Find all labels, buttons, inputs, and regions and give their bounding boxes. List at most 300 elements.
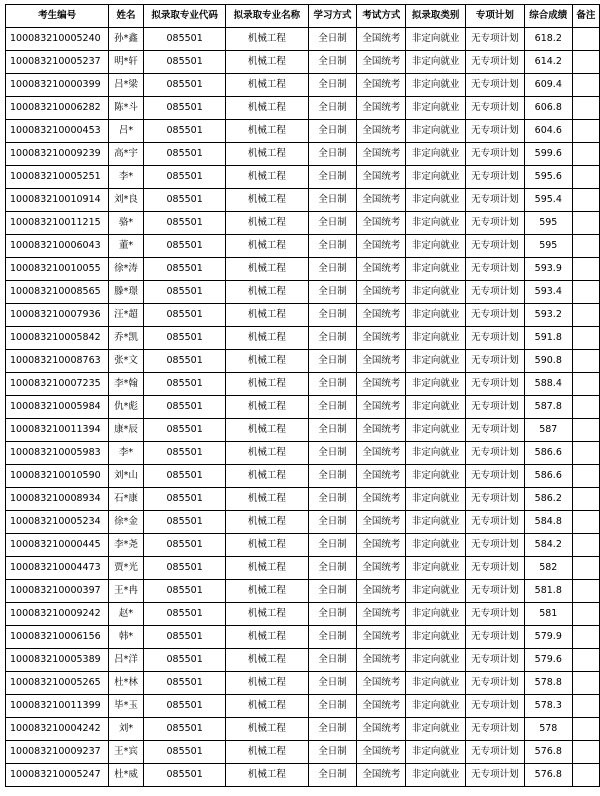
cell-major-name: 机械工程 — [226, 396, 308, 419]
cell-exam-mode: 全国统考 — [357, 51, 406, 74]
cell-major-name: 机械工程 — [226, 97, 308, 120]
cell-total-score: 584.8 — [524, 511, 572, 534]
cell-total-score: 579.9 — [524, 626, 572, 649]
cell-special-plan: 无专项计划 — [465, 350, 524, 373]
cell-name: 康*辰 — [109, 419, 144, 442]
cell-major-name: 机械工程 — [226, 741, 308, 764]
cell-major-code: 085501 — [143, 51, 225, 74]
cell-total-score: 595.6 — [524, 166, 572, 189]
cell-major-code: 085501 — [143, 327, 225, 350]
cell-remarks — [572, 511, 599, 534]
cell-special-plan: 无专项计划 — [465, 534, 524, 557]
cell-exam-id: 100083210000399 — [6, 74, 109, 97]
cell-major-code: 085501 — [143, 373, 225, 396]
cell-remarks — [572, 51, 599, 74]
cell-exam-mode: 全国统考 — [357, 304, 406, 327]
cell-name: 李* — [109, 166, 144, 189]
cell-total-score: 618.2 — [524, 28, 572, 51]
cell-major-code: 085501 — [143, 350, 225, 373]
cell-major-code: 085501 — [143, 97, 225, 120]
cell-total-score: 586.6 — [524, 465, 572, 488]
cell-major-code: 085501 — [143, 120, 225, 143]
cell-special-plan: 无专项计划 — [465, 465, 524, 488]
table-row — [6, 396, 600, 419]
admission-table — [5, 4, 600, 787]
table-row — [6, 580, 600, 603]
cell-exam-mode: 全国统考 — [357, 672, 406, 695]
cell-total-score: 604.6 — [524, 120, 572, 143]
cell-exam-mode: 全国统考 — [357, 511, 406, 534]
cell-study-mode: 全日制 — [308, 97, 357, 120]
cell-name: 董* — [109, 235, 144, 258]
cell-major-code: 085501 — [143, 212, 225, 235]
cell-total-score: 591.8 — [524, 327, 572, 350]
cell-remarks — [572, 166, 599, 189]
cell-exam-id: 100083210010914 — [6, 189, 109, 212]
cell-admission-category: 非定向就业 — [406, 350, 466, 373]
cell-total-score: 593.9 — [524, 258, 572, 281]
cell-major-code: 085501 — [143, 764, 225, 787]
cell-study-mode: 全日制 — [308, 166, 357, 189]
cell-admission-category: 非定向就业 — [406, 97, 466, 120]
header-major-code: 拟录取专业代码 — [143, 5, 225, 28]
cell-special-plan: 无专项计划 — [465, 143, 524, 166]
cell-special-plan: 无专项计划 — [465, 718, 524, 741]
cell-admission-category: 非定向就业 — [406, 488, 466, 511]
cell-name: 李* — [109, 442, 144, 465]
cell-major-code: 085501 — [143, 649, 225, 672]
cell-exam-mode: 全国统考 — [357, 396, 406, 419]
cell-remarks — [572, 396, 599, 419]
table-body — [6, 28, 600, 787]
cell-total-score: 587.8 — [524, 396, 572, 419]
cell-exam-mode: 全国统考 — [357, 488, 406, 511]
cell-special-plan: 无专项计划 — [465, 304, 524, 327]
cell-major-name: 机械工程 — [226, 281, 308, 304]
table-row — [6, 603, 600, 626]
cell-total-score: 578.8 — [524, 672, 572, 695]
cell-study-mode: 全日制 — [308, 212, 357, 235]
cell-major-name: 机械工程 — [226, 465, 308, 488]
header-special-plan: 专项计划 — [465, 5, 524, 28]
cell-special-plan: 无专项计划 — [465, 580, 524, 603]
cell-exam-id: 100083210007936 — [6, 304, 109, 327]
table-row — [6, 166, 600, 189]
cell-major-code: 085501 — [143, 603, 225, 626]
cell-major-name: 机械工程 — [226, 350, 308, 373]
cell-name: 吕*梁 — [109, 74, 144, 97]
cell-major-code: 085501 — [143, 419, 225, 442]
table-row — [6, 695, 600, 718]
table-row — [6, 373, 600, 396]
cell-admission-category: 非定向就业 — [406, 74, 466, 97]
table-row — [6, 304, 600, 327]
cell-major-code: 085501 — [143, 718, 225, 741]
table-row — [6, 281, 600, 304]
cell-admission-category: 非定向就业 — [406, 304, 466, 327]
cell-name: 吕* — [109, 120, 144, 143]
cell-remarks — [572, 28, 599, 51]
cell-total-score: 579.6 — [524, 649, 572, 672]
cell-study-mode: 全日制 — [308, 626, 357, 649]
cell-special-plan: 无专项计划 — [465, 74, 524, 97]
cell-name: 王*冉 — [109, 580, 144, 603]
cell-special-plan: 无专项计划 — [465, 373, 524, 396]
cell-admission-category: 非定向就业 — [406, 189, 466, 212]
cell-major-name: 机械工程 — [226, 28, 308, 51]
cell-exam-mode: 全国统考 — [357, 557, 406, 580]
cell-special-plan: 无专项计划 — [465, 327, 524, 350]
cell-remarks — [572, 626, 599, 649]
cell-study-mode: 全日制 — [308, 235, 357, 258]
cell-remarks — [572, 672, 599, 695]
cell-remarks — [572, 189, 599, 212]
cell-exam-mode: 全国统考 — [357, 718, 406, 741]
cell-admission-category: 非定向就业 — [406, 442, 466, 465]
cell-exam-mode: 全国统考 — [357, 649, 406, 672]
header-major-name: 拟录取专业名称 — [226, 5, 308, 28]
table-row — [6, 120, 600, 143]
cell-admission-category: 非定向就业 — [406, 419, 466, 442]
cell-special-plan: 无专项计划 — [465, 212, 524, 235]
cell-name: 李*翰 — [109, 373, 144, 396]
cell-major-name: 机械工程 — [226, 373, 308, 396]
cell-exam-id: 100083210009239 — [6, 143, 109, 166]
cell-special-plan: 无专项计划 — [465, 166, 524, 189]
table-row — [6, 419, 600, 442]
cell-exam-mode: 全国统考 — [357, 465, 406, 488]
cell-major-code: 085501 — [143, 143, 225, 166]
cell-exam-id: 100083210011394 — [6, 419, 109, 442]
cell-admission-category: 非定向就业 — [406, 695, 466, 718]
cell-total-score: 578 — [524, 718, 572, 741]
cell-total-score: 578.3 — [524, 695, 572, 718]
cell-admission-category: 非定向就业 — [406, 143, 466, 166]
cell-remarks — [572, 488, 599, 511]
table-row — [6, 718, 600, 741]
cell-admission-category: 非定向就业 — [406, 327, 466, 350]
cell-study-mode: 全日制 — [308, 74, 357, 97]
cell-exam-mode: 全国统考 — [357, 373, 406, 396]
cell-total-score: 609.4 — [524, 74, 572, 97]
cell-exam-id: 100083210008763 — [6, 350, 109, 373]
header-remarks: 备注 — [572, 5, 599, 28]
cell-exam-id: 100083210011215 — [6, 212, 109, 235]
cell-exam-id: 100083210005983 — [6, 442, 109, 465]
cell-major-code: 085501 — [143, 695, 225, 718]
cell-name: 杜*威 — [109, 764, 144, 787]
cell-remarks — [572, 557, 599, 580]
cell-major-code: 085501 — [143, 189, 225, 212]
cell-name: 韩* — [109, 626, 144, 649]
cell-exam-id: 100083210005251 — [6, 166, 109, 189]
cell-exam-id: 100083210010590 — [6, 465, 109, 488]
cell-total-score: 595 — [524, 212, 572, 235]
cell-major-name: 机械工程 — [226, 189, 308, 212]
cell-remarks — [572, 97, 599, 120]
cell-study-mode: 全日制 — [308, 511, 357, 534]
cell-special-plan: 无专项计划 — [465, 28, 524, 51]
cell-study-mode: 全日制 — [308, 396, 357, 419]
cell-remarks — [572, 120, 599, 143]
cell-major-code: 085501 — [143, 281, 225, 304]
table-row — [6, 649, 600, 672]
cell-study-mode: 全日制 — [308, 649, 357, 672]
cell-exam-mode: 全国统考 — [357, 189, 406, 212]
cell-major-name: 机械工程 — [226, 74, 308, 97]
cell-exam-mode: 全国统考 — [357, 350, 406, 373]
cell-exam-mode: 全国统考 — [357, 580, 406, 603]
table-row — [6, 212, 600, 235]
cell-name: 贾*光 — [109, 557, 144, 580]
cell-exam-id: 100083210005247 — [6, 764, 109, 787]
cell-major-code: 085501 — [143, 672, 225, 695]
cell-exam-mode: 全国统考 — [357, 603, 406, 626]
cell-total-score: 606.8 — [524, 97, 572, 120]
cell-major-name: 机械工程 — [226, 626, 308, 649]
cell-remarks — [572, 419, 599, 442]
cell-admission-category: 非定向就业 — [406, 212, 466, 235]
cell-major-name: 机械工程 — [226, 580, 308, 603]
cell-remarks — [572, 580, 599, 603]
cell-total-score: 581.8 — [524, 580, 572, 603]
cell-major-code: 085501 — [143, 511, 225, 534]
cell-exam-id: 100083210000445 — [6, 534, 109, 557]
cell-total-score: 586.6 — [524, 442, 572, 465]
cell-major-name: 机械工程 — [226, 166, 308, 189]
cell-study-mode: 全日制 — [308, 373, 357, 396]
table-row — [6, 442, 600, 465]
cell-name: 赵* — [109, 603, 144, 626]
cell-major-name: 机械工程 — [226, 511, 308, 534]
cell-remarks — [572, 603, 599, 626]
cell-major-name: 机械工程 — [226, 557, 308, 580]
cell-exam-id: 100083210007235 — [6, 373, 109, 396]
cell-special-plan: 无专项计划 — [465, 442, 524, 465]
cell-exam-id: 100083210006282 — [6, 97, 109, 120]
cell-study-mode: 全日制 — [308, 120, 357, 143]
cell-total-score: 586.2 — [524, 488, 572, 511]
cell-study-mode: 全日制 — [308, 672, 357, 695]
cell-major-name: 机械工程 — [226, 442, 308, 465]
cell-name: 高*宇 — [109, 143, 144, 166]
cell-major-name: 机械工程 — [226, 488, 308, 511]
header-exam-mode: 考试方式 — [357, 5, 406, 28]
cell-study-mode: 全日制 — [308, 28, 357, 51]
cell-remarks — [572, 143, 599, 166]
cell-special-plan: 无专项计划 — [465, 419, 524, 442]
cell-admission-category: 非定向就业 — [406, 580, 466, 603]
cell-exam-mode: 全国统考 — [357, 143, 406, 166]
cell-major-code: 085501 — [143, 304, 225, 327]
cell-study-mode: 全日制 — [308, 51, 357, 74]
cell-admission-category: 非定向就业 — [406, 465, 466, 488]
header-name: 姓名 — [109, 5, 144, 28]
cell-study-mode: 全日制 — [308, 534, 357, 557]
cell-total-score: 588.4 — [524, 373, 572, 396]
cell-exam-id: 100083210005842 — [6, 327, 109, 350]
cell-exam-id: 100083210004473 — [6, 557, 109, 580]
cell-special-plan: 无专项计划 — [465, 189, 524, 212]
cell-special-plan: 无专项计划 — [465, 626, 524, 649]
cell-remarks — [572, 695, 599, 718]
cell-total-score: 599.6 — [524, 143, 572, 166]
cell-major-code: 085501 — [143, 626, 225, 649]
cell-exam-id: 100083210005234 — [6, 511, 109, 534]
cell-total-score: 595 — [524, 235, 572, 258]
cell-major-code: 085501 — [143, 235, 225, 258]
cell-major-name: 机械工程 — [226, 51, 308, 74]
cell-major-code: 085501 — [143, 465, 225, 488]
cell-name: 毕*玉 — [109, 695, 144, 718]
cell-admission-category: 非定向就业 — [406, 396, 466, 419]
table-row — [6, 626, 600, 649]
cell-study-mode: 全日制 — [308, 350, 357, 373]
cell-remarks — [572, 718, 599, 741]
cell-remarks — [572, 442, 599, 465]
cell-study-mode: 全日制 — [308, 442, 357, 465]
table-row — [6, 235, 600, 258]
cell-exam-mode: 全国统考 — [357, 97, 406, 120]
cell-major-code: 085501 — [143, 488, 225, 511]
cell-name: 乔*凯 — [109, 327, 144, 350]
header-total-score: 综合成绩 — [524, 5, 572, 28]
cell-remarks — [572, 649, 599, 672]
cell-major-name: 机械工程 — [226, 258, 308, 281]
cell-study-mode: 全日制 — [308, 764, 357, 787]
cell-name: 石*康 — [109, 488, 144, 511]
cell-major-code: 085501 — [143, 557, 225, 580]
cell-exam-id: 100083210008934 — [6, 488, 109, 511]
cell-major-code: 085501 — [143, 580, 225, 603]
cell-special-plan: 无专项计划 — [465, 672, 524, 695]
cell-exam-mode: 全国统考 — [357, 764, 406, 787]
cell-name: 陈*斗 — [109, 97, 144, 120]
cell-special-plan: 无专项计划 — [465, 603, 524, 626]
cell-exam-mode: 全国统考 — [357, 442, 406, 465]
cell-study-mode: 全日制 — [308, 189, 357, 212]
cell-admission-category: 非定向就业 — [406, 28, 466, 51]
table-row — [6, 764, 600, 787]
cell-exam-mode: 全国统考 — [357, 235, 406, 258]
cell-major-name: 机械工程 — [226, 718, 308, 741]
table-row — [6, 189, 600, 212]
cell-major-code: 085501 — [143, 741, 225, 764]
cell-name: 刘* — [109, 718, 144, 741]
cell-remarks — [572, 212, 599, 235]
cell-study-mode: 全日制 — [308, 304, 357, 327]
cell-exam-id: 100083210005265 — [6, 672, 109, 695]
cell-special-plan: 无专项计划 — [465, 258, 524, 281]
cell-major-code: 085501 — [143, 166, 225, 189]
cell-study-mode: 全日制 — [308, 419, 357, 442]
cell-major-code: 085501 — [143, 534, 225, 557]
cell-admission-category: 非定向就业 — [406, 557, 466, 580]
cell-name: 仇*彪 — [109, 396, 144, 419]
cell-name: 李*尧 — [109, 534, 144, 557]
cell-study-mode: 全日制 — [308, 143, 357, 166]
cell-exam-mode: 全国统考 — [357, 120, 406, 143]
cell-remarks — [572, 741, 599, 764]
table-row — [6, 465, 600, 488]
cell-exam-mode: 全国统考 — [357, 695, 406, 718]
cell-remarks — [572, 373, 599, 396]
cell-study-mode: 全日制 — [308, 258, 357, 281]
cell-major-code: 085501 — [143, 28, 225, 51]
cell-major-code: 085501 — [143, 74, 225, 97]
table-row — [6, 534, 600, 557]
cell-exam-id: 100083210005389 — [6, 649, 109, 672]
cell-study-mode: 全日制 — [308, 465, 357, 488]
cell-special-plan: 无专项计划 — [465, 281, 524, 304]
cell-admission-category: 非定向就业 — [406, 373, 466, 396]
cell-exam-id: 100083210009242 — [6, 603, 109, 626]
cell-exam-mode: 全国统考 — [357, 626, 406, 649]
table-row — [6, 557, 600, 580]
cell-special-plan: 无专项计划 — [465, 396, 524, 419]
cell-major-name: 机械工程 — [226, 603, 308, 626]
cell-remarks — [572, 465, 599, 488]
table-row — [6, 672, 600, 695]
cell-remarks — [572, 74, 599, 97]
cell-major-name: 机械工程 — [226, 212, 308, 235]
cell-major-name: 机械工程 — [226, 143, 308, 166]
cell-exam-id: 100083210006043 — [6, 235, 109, 258]
cell-admission-category: 非定向就业 — [406, 534, 466, 557]
cell-remarks — [572, 534, 599, 557]
cell-study-mode: 全日制 — [308, 557, 357, 580]
cell-major-name: 机械工程 — [226, 304, 308, 327]
cell-admission-category: 非定向就业 — [406, 51, 466, 74]
cell-special-plan: 无专项计划 — [465, 511, 524, 534]
cell-name: 张*文 — [109, 350, 144, 373]
cell-remarks — [572, 764, 599, 787]
cell-major-code: 085501 — [143, 258, 225, 281]
table-row — [6, 741, 600, 764]
cell-exam-mode: 全国统考 — [357, 327, 406, 350]
cell-major-name: 机械工程 — [226, 695, 308, 718]
cell-exam-mode: 全国统考 — [357, 281, 406, 304]
cell-remarks — [572, 350, 599, 373]
cell-major-name: 机械工程 — [226, 327, 308, 350]
cell-name: 孙*鑫 — [109, 28, 144, 51]
cell-exam-mode: 全国统考 — [357, 28, 406, 51]
cell-admission-category: 非定向就业 — [406, 764, 466, 787]
cell-name: 杜*林 — [109, 672, 144, 695]
cell-total-score: 590.8 — [524, 350, 572, 373]
cell-exam-id: 100083210000397 — [6, 580, 109, 603]
cell-special-plan: 无专项计划 — [465, 120, 524, 143]
cell-admission-category: 非定向就业 — [406, 718, 466, 741]
cell-special-plan: 无专项计划 — [465, 488, 524, 511]
cell-study-mode: 全日制 — [308, 327, 357, 350]
cell-exam-id: 100083210005240 — [6, 28, 109, 51]
cell-total-score: 593.4 — [524, 281, 572, 304]
cell-name: 徐*金 — [109, 511, 144, 534]
cell-major-name: 机械工程 — [226, 764, 308, 787]
cell-exam-mode: 全国统考 — [357, 534, 406, 557]
cell-admission-category: 非定向就业 — [406, 235, 466, 258]
cell-exam-id: 100083210009237 — [6, 741, 109, 764]
table-row — [6, 74, 600, 97]
table-row — [6, 350, 600, 373]
cell-admission-category: 非定向就业 — [406, 649, 466, 672]
cell-name: 明*轩 — [109, 51, 144, 74]
cell-major-name: 机械工程 — [226, 672, 308, 695]
cell-name: 吕*洋 — [109, 649, 144, 672]
cell-remarks — [572, 258, 599, 281]
cell-admission-category: 非定向就业 — [406, 281, 466, 304]
